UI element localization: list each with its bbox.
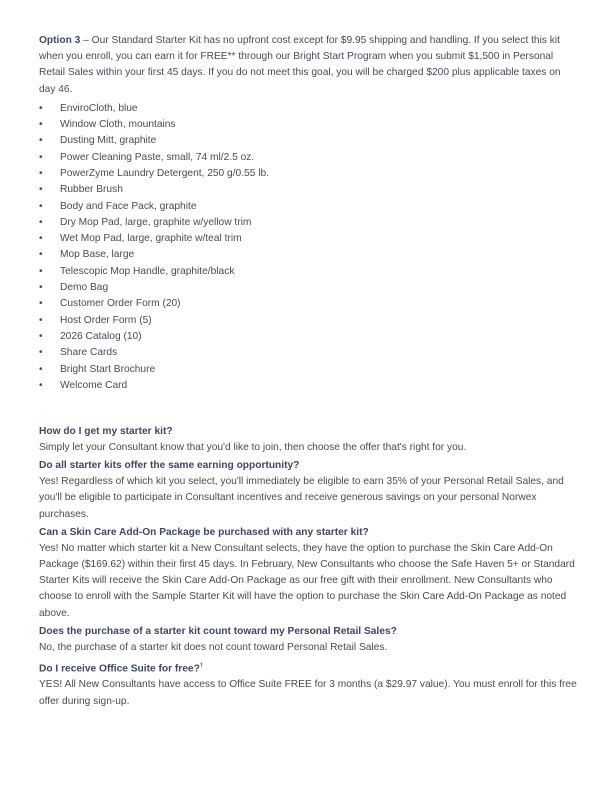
bullet-icon: • bbox=[39, 135, 43, 147]
list-item-text: Dry Mop Pad, large, graphite w/yellow trim bbox=[60, 216, 252, 228]
list-item-text: Welcome Card bbox=[60, 379, 128, 391]
list-item bbox=[39, 280, 579, 296]
bullet-icon: • bbox=[39, 216, 43, 228]
faq-question bbox=[39, 525, 579, 541]
list-item-text: EnviroCloth, blue bbox=[60, 102, 138, 114]
faq-answer: No, the purchase of a starter kit does not count toward Personal Retail Sales. bbox=[39, 641, 388, 653]
list-item bbox=[39, 150, 579, 166]
list-item bbox=[39, 247, 579, 263]
list-item-text: Telescopic Mop Handle, graphite/black bbox=[60, 265, 235, 277]
list-item bbox=[39, 313, 579, 329]
faq-question-text: Can a Skin Care Add-On Package be purchased with any starter kit? bbox=[39, 526, 369, 538]
kit-contents-list bbox=[39, 101, 579, 394]
list-item bbox=[39, 199, 579, 215]
list-item bbox=[39, 296, 579, 312]
option-section bbox=[39, 33, 579, 394]
faq-section bbox=[39, 422, 579, 712]
list-item-text: Mop Base, large bbox=[60, 249, 135, 261]
list-item-text: Demo Bag bbox=[60, 282, 109, 294]
list-item-text: Share Cards bbox=[60, 347, 118, 359]
option-label: Option 3 bbox=[39, 35, 81, 46]
faq-question bbox=[39, 424, 579, 440]
bullet-icon: • bbox=[39, 330, 43, 342]
bullet-icon: • bbox=[39, 282, 43, 294]
faq-answer: Yes! No matter which starter kit a New Consultant selects, they have the option to purchase the Skin Care Add-On Package ($169.62) within their first 45 days. In February, New Consultants who choose the Safe Haven 5+ or Standard Starter Kits will receive the Skin Care Add-On Package as our free gift with their enrollment. New Consultants who choose to enroll with the Sample Starter Kit will have the option to purchase the Skin Care Add-On Package as noted above. bbox=[39, 542, 575, 619]
list-item bbox=[39, 101, 579, 117]
faq-question-text: Do all starter kits offer the same earning opportunity? bbox=[39, 460, 300, 472]
bullet-icon: • bbox=[39, 298, 43, 310]
list-item-text: Host Order Form (5) bbox=[60, 314, 152, 326]
bullet-icon: • bbox=[39, 233, 43, 245]
option-paragraph bbox=[39, 33, 579, 98]
bullet-icon: • bbox=[39, 119, 43, 131]
bullet-icon: • bbox=[39, 314, 43, 326]
list-item-text: Dusting Mitt, graphite bbox=[60, 135, 157, 147]
bullet-icon: • bbox=[39, 347, 43, 359]
list-item bbox=[39, 117, 579, 133]
faq-question-text: Do I receive Office Suite for free? bbox=[39, 663, 200, 675]
list-item bbox=[39, 231, 579, 247]
bullet-icon: • bbox=[39, 168, 43, 179]
footnote-mark: † bbox=[199, 663, 204, 670]
list-item bbox=[39, 133, 579, 149]
faq-question-text: How do I get my starter kit? bbox=[39, 426, 173, 437]
list-item-text: Wet Mop Pad, large, graphite w/teal trim bbox=[60, 233, 242, 245]
list-item-text: Rubber Brush bbox=[60, 184, 123, 196]
bullet-icon: • bbox=[39, 363, 43, 375]
bullet-icon: • bbox=[39, 184, 43, 196]
list-item-text: 2026 Catalog (10) bbox=[60, 330, 142, 342]
list-item bbox=[39, 264, 579, 280]
faq-answer: Simply let your Consultant know that you'd like to join, then choose the offer that's right for you. bbox=[39, 442, 467, 453]
bullet-icon: • bbox=[39, 379, 43, 391]
list-item bbox=[39, 345, 579, 361]
faq-question bbox=[39, 624, 579, 640]
list-item-text: Window Cloth, mountains bbox=[60, 119, 176, 131]
faq-question-text: Does the purchase of a starter kit count toward my Personal Retail Sales? bbox=[39, 625, 397, 637]
faq-question bbox=[39, 458, 579, 474]
list-item-text: Customer Order Form (20) bbox=[60, 298, 181, 310]
list-item bbox=[39, 362, 579, 378]
list-item-text: PowerZyme Laundry Detergent, 250 g/0.55 lb. bbox=[60, 168, 269, 179]
option-text: – Our Standard Starter Kit has no upfront cost except for $9.95 shipping and handling. If you select this kit when you enroll, you can earn it for FREE** through our Bright Start Program when you submit $1,500 in Personal Retail Sales within your first 45 days. If you do not meet this goal, you will be charged $200 plus applicable taxes on day 46. bbox=[39, 35, 561, 95]
bullet-icon: • bbox=[39, 265, 43, 277]
list-item-text: Body and Face Pack, graphite bbox=[60, 200, 197, 212]
faq-answer: YES! All New Consultants have access to Office Suite FREE for 3 months (a $29.97 value). You must enroll for this free offer during sign-up. bbox=[39, 679, 577, 707]
list-item bbox=[39, 166, 579, 182]
list-item bbox=[39, 329, 579, 345]
list-item bbox=[39, 182, 579, 198]
list-item-text: Bright Start Brochure bbox=[60, 363, 156, 375]
bullet-icon: • bbox=[39, 151, 43, 163]
list-item bbox=[39, 378, 579, 394]
list-item bbox=[39, 215, 579, 231]
faq-answer: Yes! Regardless of which kit you select, you'll immediately be eligible to earn 35% of your Personal Retail Sales, and you'll be eligible to participate in Consultant incentives and receive generous savings on your personal Norwex purchases. bbox=[39, 476, 564, 520]
list-item-text: Power Cleaning Paste, small, 74 ml/2.5 oz. bbox=[60, 151, 255, 163]
faq-question bbox=[39, 658, 579, 677]
bullet-icon: • bbox=[39, 102, 43, 114]
bullet-icon: • bbox=[39, 249, 43, 261]
bullet-icon: • bbox=[39, 200, 43, 212]
